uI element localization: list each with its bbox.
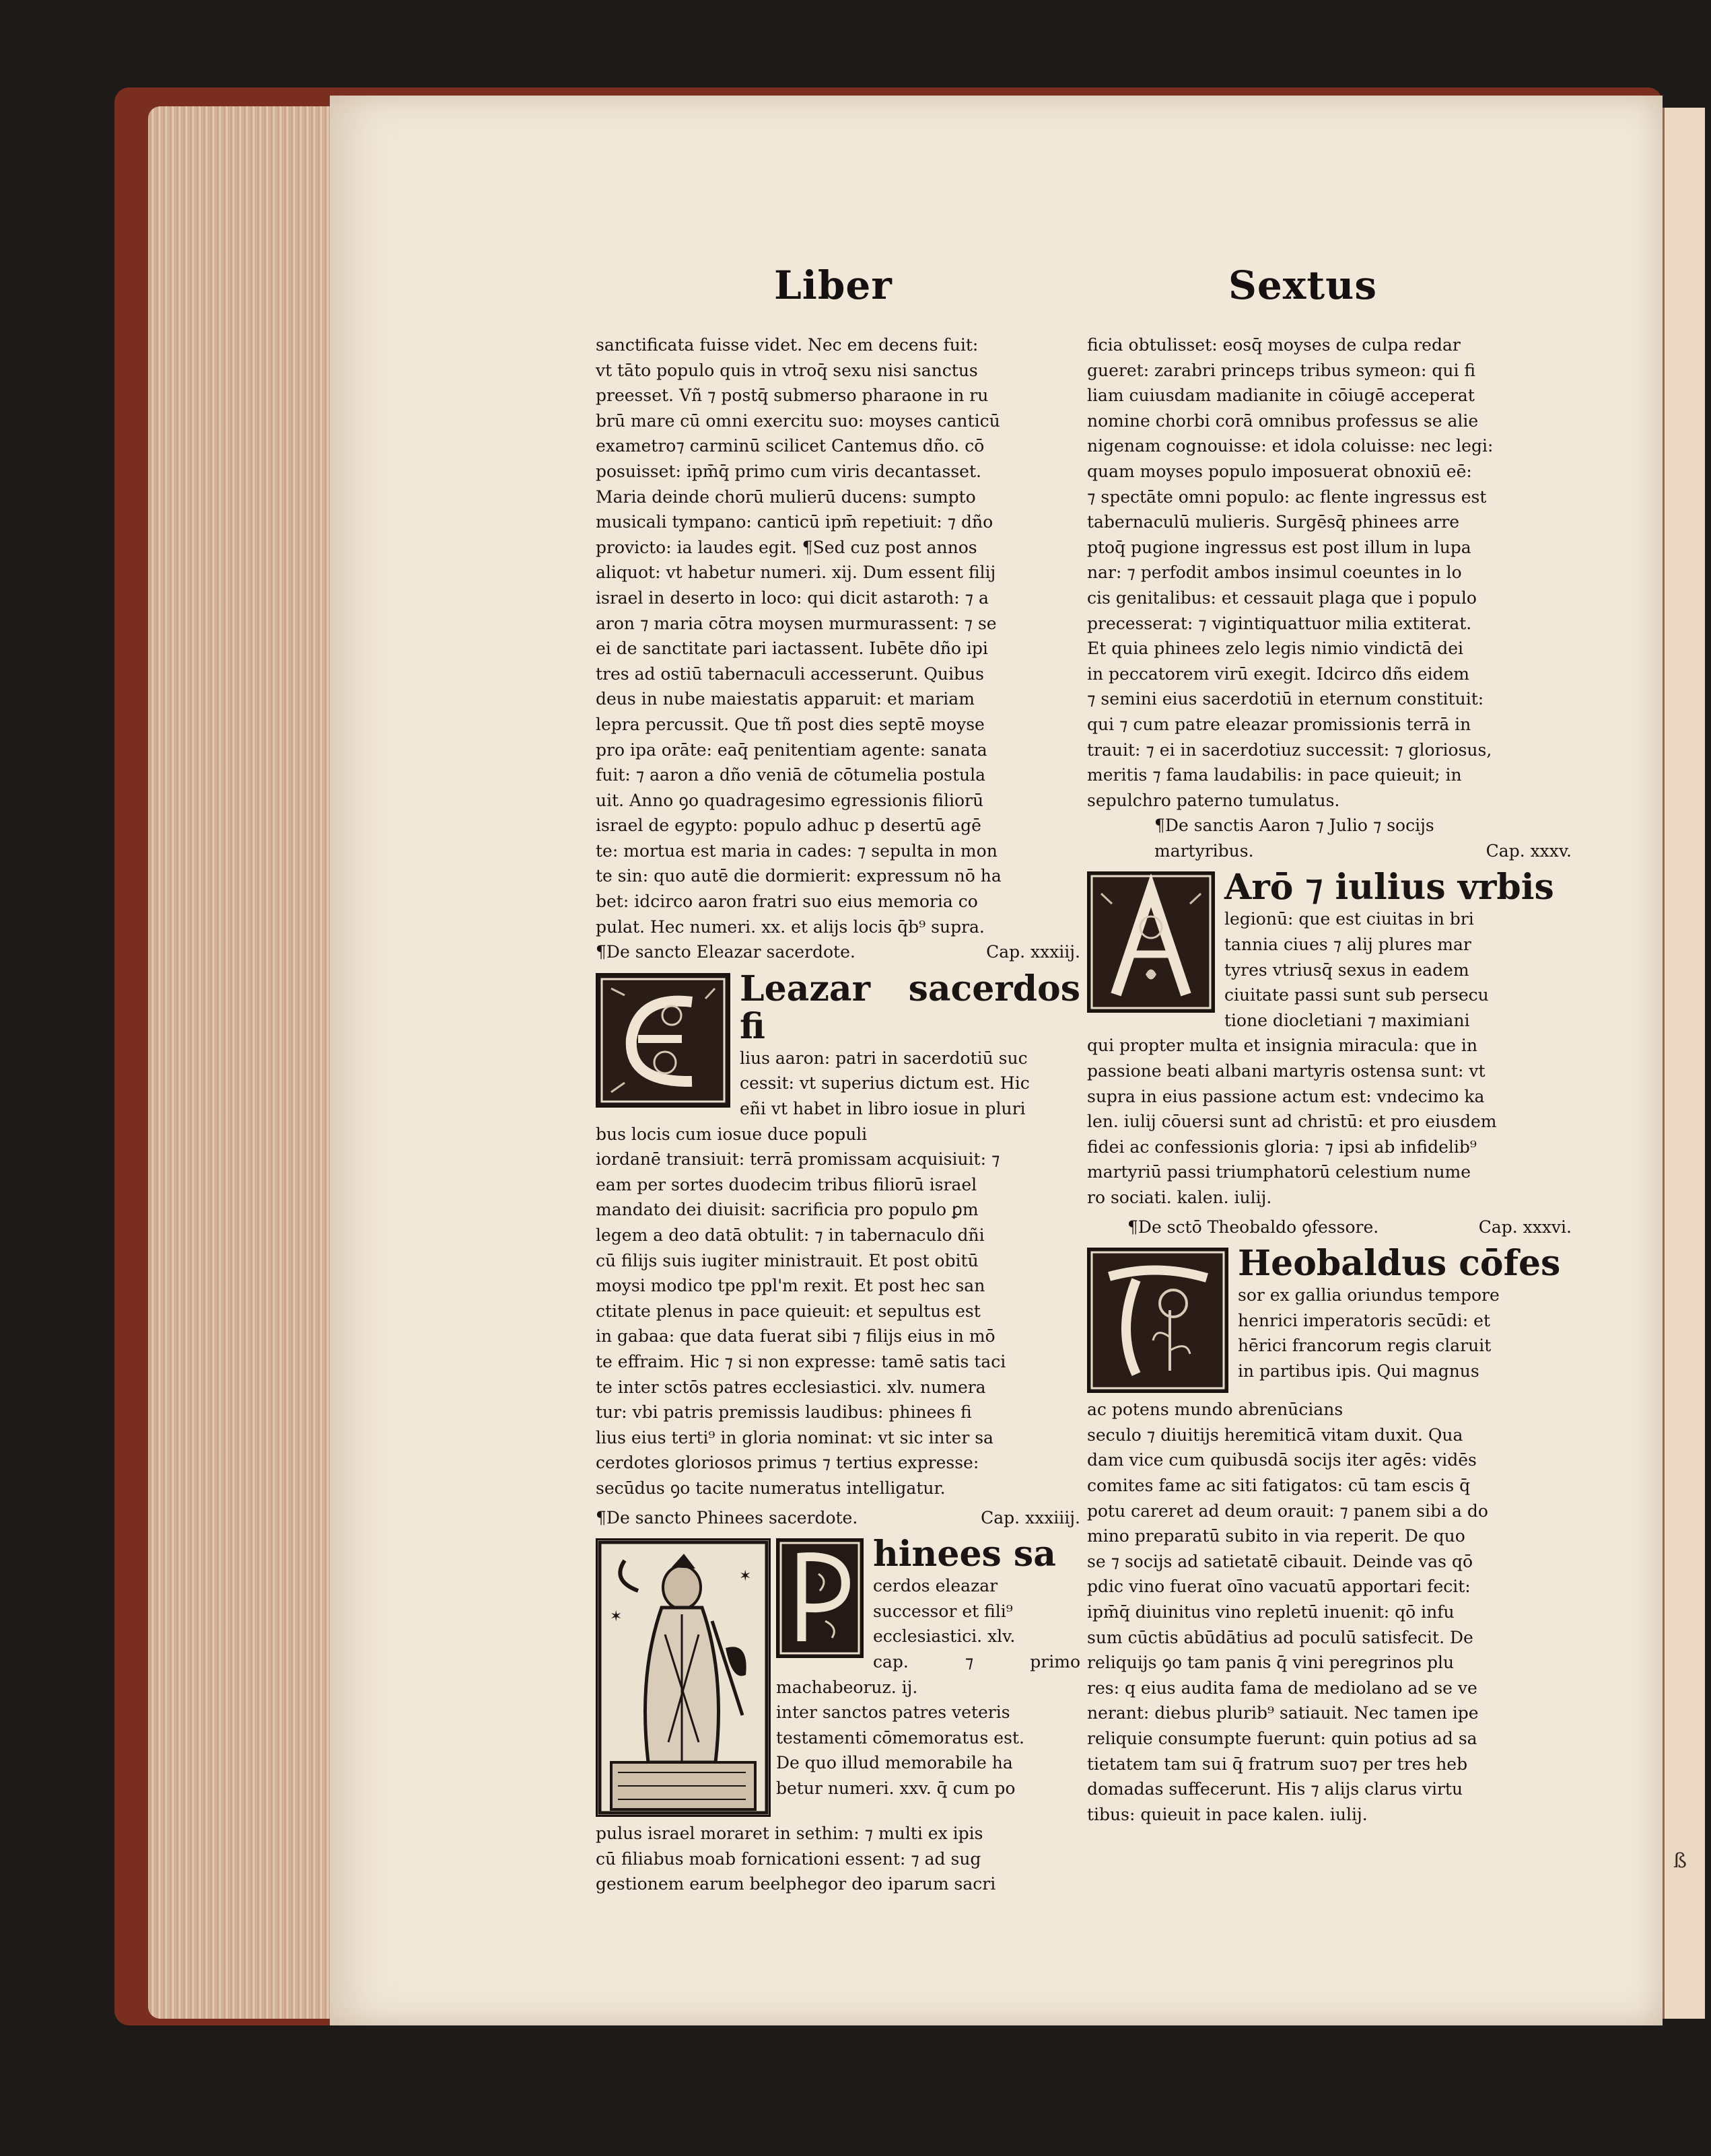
text-line: res: q eius audita fama de mediolano ad se ve [1087,1678,1477,1698]
text-line: sepulchro paterno tumulatus. [1087,790,1340,810]
text-line: aron ⁊ maria cōtra moysen murmurassent: ⁊ se [596,613,997,633]
text-line: aliquot: vt habetur numeri. xij. Dum essent filij [596,563,996,583]
text-line: ptoq̄ pugione ingressus est post illum in lupa [1087,537,1471,557]
woodcut-initial-a-icon [1087,871,1215,1013]
text-line: exametro⁊ carminū scilicet Cantemus dño. cō [596,436,985,456]
right-column [1087,332,1572,1831]
text-line: nar: ⁊ perfodit ambos insimul coeuntes in lo [1087,563,1462,583]
text-line: deus in nube maiestatis apparuit: et mariam [596,689,975,709]
text-line: moysi modico tpe ppl'm rexit. Et post hec san [596,1276,985,1296]
theobald-section [1087,1245,1572,1827]
text-line: eñi vt habet in libro iosue in pluri [740,1099,1026,1119]
text-line: reliquie consumpte fuerunt: quin potius ad sa [1087,1728,1477,1748]
text-line: lepra percussit. Que tñ post dies septē moyse [596,714,985,734]
text-line: sanctificata fuisse videt. Nec em decens fuit: [596,335,979,355]
text-line: nigenam cognouisse: et idola coluisse: nec legi: [1087,436,1494,456]
text-line: Maria deinde chorū mulierū ducens: sumpto [596,487,976,507]
text-line: musicali tympano: canticū ipm̄ repetiuit: ⁊ dño [596,512,993,532]
text-line: ro sociati. kalen. iulij. [1087,1188,1272,1207]
chapter-title: ¶De sctō Theobaldo ꝯfessore. [1127,1217,1379,1237]
text-line: cū filiabus moab fornicationi essent: ⁊ ad sug [596,1848,981,1869]
text-line: tione diocletiani ⁊ maximiani [1224,1010,1470,1030]
text-line: betur numeri. xxv. q̄ cum po [776,1778,1016,1798]
woodcut-initial-t-icon [1087,1248,1228,1393]
text-line: comites fame ac siti fatigatos: cū tam escis q̄ [1087,1475,1471,1495]
text-line: precesserat: ⁊ vigintiquattuor milia extiterat. [1087,613,1472,633]
chapter-title: ¶De sancto Eleazar sacerdote. [596,942,856,962]
chapter-heading-aaron-julius [1087,813,1572,863]
text-line: mino preparatū subito in via reperit. De quo [1087,1526,1465,1546]
text-line: pro ipa orāte: eaq̄ penitentiam agente: sanata [596,740,987,760]
text-line: pulat. Hec numeri. xx. et alijs locis q̄b⁹ supra. [596,917,985,937]
text-line: tyres vtriusq̄ sexus in eadem [1224,960,1469,980]
text-line: legionū: que est ciuitas in bri [1224,909,1474,929]
text-line: in gabaa: que data fuerat sibi ⁊ filijs eius in mō [596,1326,996,1346]
svg-text:✶: ✶ [739,1568,752,1585]
text-line: lius aaron: patri in sacerdotiū suc [740,1048,1028,1068]
text-line: israel de egypto: populo adhuc p desertū agē [596,816,981,836]
woodcut-initial-p-icon [776,1538,864,1658]
text-line: cessit: vt superius dictum est. Hic [740,1073,1030,1093]
book-page [330,96,1663,2025]
aaron-julius-section [1087,869,1572,1210]
text-line: gestionem earum beelphegor deo iparum sacri [596,1874,996,1894]
text-line: cap. ⁊ primo machabeoruz. ij. [776,1651,1080,1697]
text-line: cerdotes gloriosos primus ⁊ tertius expresse: [596,1453,979,1473]
text-line: qui propter multa et insignia miracula: que in [1087,1036,1478,1056]
left-opening-text [596,332,1080,939]
text-line: sor ex gallia oriundus tempore [1238,1285,1500,1305]
chapter-number: Cap. xxxv. [1486,840,1572,861]
text-line: ecclesiastici. xlv. [873,1626,1016,1647]
text-line: Et quia phinees zelo legis nimio vindictā dei [1087,639,1463,659]
text-line: fidei ac confessionis gloria: ⁊ ipsi ab infidelib⁹ [1087,1137,1477,1157]
text-line: te inter sctōs patres ecclesiastici. xlv. numera [596,1377,986,1397]
chapter-heading-eleazar [596,939,1080,965]
text-line: brū mare cū omni exercitu suo: moyses canticū [596,410,1000,431]
text-line: provicto: ia laudes egit. ¶Sed cuz post annos [596,537,977,557]
chapter-title: ¶De sanctis Aaron ⁊ Julio ⁊ socijs [1154,816,1434,836]
text-line: ctitate plenus in pace quieuit: et sepultus est [596,1301,981,1321]
text-line: meritis ⁊ fama laudabilis: in pace quieuit; in [1087,765,1462,785]
chapter-heading-theobald [1087,1215,1572,1240]
text-line: te effraim. Hic ⁊ si non expresse: tamē satis taci [596,1351,1006,1371]
text-line: tur: vbi patris premissis laudibus: phinees fi [596,1402,972,1423]
text-line: successor et fili⁹ [873,1601,1013,1621]
text-line: ciuitate passi sunt sub persecu [1224,985,1489,1005]
eleazar-first-line: Leazar sacerdos fi [740,970,1080,1047]
running-head-left: Liber [774,262,893,308]
text-line: martyriū passi triumphatorū celestium nume [1087,1162,1471,1182]
text-line: eam per sortes duodecim tribus filiorū israel [596,1174,977,1194]
text-line: trauit: ⁊ ei in sacerdotiuz successit: ⁊ gloriosus, [1087,740,1492,760]
text-line: pdic vino fuerat oīno vacuatū apportari fecit: [1087,1577,1471,1597]
text-line: nerant: diebus plurib⁹ satiauit. Nec tamen ipe [1087,1703,1479,1723]
text-line: tabernaculū mulieris. Surgēsq̄ phinees arre [1087,512,1460,532]
facing-page-mark: ß [1673,1849,1687,1873]
text-line: israel in deserto in loco: qui dicit astaroth: ⁊ a [596,587,989,608]
text-line: tietatem tam sui q̄ fratrum suo⁊ per tres heb [1087,1754,1468,1774]
right-opening-text [1087,332,1572,813]
text-line: ipm̄q̄ diuinitus vino repletū inuenit: qō infu [1087,1602,1455,1622]
woodcut-initial-e-icon [596,973,730,1108]
text-line: dam vice cum quibusdā socijs iter agēs: vidēs [1087,1450,1477,1470]
text-line: henrici imperatoris secūdi: et [1238,1310,1490,1330]
text-line: qui ⁊ cum patre eleazar promissionis terrā in [1087,714,1471,734]
text-line: inter sanctos patres veteris [776,1702,1010,1723]
text-line: passione beati albani martyris ostensa sunt: vt [1087,1061,1486,1081]
text-line: testamenti cōmemoratus est. [776,1727,1024,1748]
chapter-title-line2 [1154,838,1572,864]
text-line: mandato dei diuisit: sacrificia pro populo ꝑm [596,1200,979,1220]
text-line: hērici francorum regis claruit [1238,1336,1492,1356]
left-column [596,332,1080,1901]
text-line: len. iulij cōuersi sunt ad christū: et pro eiusdem [1087,1112,1497,1132]
page-edges [148,106,337,2019]
text-line: lius eius terti⁹ in gloria nominat: vt sic inter sa [596,1427,993,1447]
text-line: ficia obtulisset: eosq̄ moyses de culpa redar [1087,335,1461,355]
text-line: te: mortua est maria in cades: ⁊ sepulta in mon [596,840,998,861]
text-line: tannia ciues ⁊ alij plures mar [1224,935,1471,955]
text-line: te sin: quo autē die dormierit: expressum nō ha [596,866,1002,886]
text-line: De quo illud memorabile ha [776,1753,1013,1773]
text-line: reliquijs ꝯo tam panis q̄ vini peregrinos plu [1087,1653,1455,1673]
eleazar-section [596,970,1080,1501]
text-line: in peccatorem virū exegit. Idcirco dñs eidem [1087,663,1469,684]
text-line: bus locis cum iosue duce populi [596,1124,868,1144]
text-line: cū filijs suis iugiter ministrauit. Et post obitū [596,1250,979,1270]
text-line: cerdos eleazar [873,1576,998,1596]
text-line: ⁊ semini eius sacerdotiū in eternum constituit: [1087,689,1484,709]
text-line: seculo ⁊ diuitijs heremiticā vitam duxit. Qua [1087,1425,1463,1445]
text-line: potu careret ad deum orauit: ⁊ panem sibi a do [1087,1501,1488,1521]
text-line: vt tāto populo quis in vtroq̄ sexu nisi sanctus [596,360,978,380]
chapter-number: Cap. xxxiiij. [981,1507,1080,1528]
text-line: tres ad ostiū tabernaculi accesserunt. Quibus [596,663,984,684]
text-line: supra in eius passione actum est: vndecimo ka [1087,1086,1485,1106]
facing-page-edge [1663,108,1705,2019]
text-line: ⁊ spectāte omni populo: ac flente ingressus est [1087,487,1487,507]
text-line: liam cuiusdam madianite in cōiugē acceperat [1087,386,1475,406]
chapter-heading-phinees [596,1505,1080,1531]
text-line: ac potens mundo abrenūcians [1087,1400,1343,1420]
text-line: domadas suffecerunt. His ⁊ alijs clarus virtu [1087,1779,1463,1799]
phinees-section [596,1536,1080,1897]
phinees-first-line: hinees sa [873,1536,1056,1575]
text-line: preesset. Vñ ⁊ postq̄ submerso pharaone in ru [596,386,989,406]
woodcut-prophet-figure-icon [596,1538,771,1817]
text-line: sum cūctis abūdātius ad poculū satisfecit. De [1087,1627,1473,1647]
text-line: se ⁊ socijs ad satietatē cibauit. Deinde vas qō [1087,1551,1473,1571]
text-line: ei de sanctitate pari iactassent. Iubēte dño ipi [596,639,988,659]
text-line: uit. Anno ꝯo quadragesimo egressionis filiorū [596,790,984,810]
text-line: cis genitalibus: et cessauit plaga que i populo [1087,587,1477,608]
text-line: iordanē transiuit: terrā promissam acquisiuit: ⁊ [596,1149,1000,1170]
text-line: in partibus ipis. Qui magnus [1238,1361,1479,1381]
running-head-right: Sextus [1228,262,1377,308]
svg-text:✶: ✶ [610,1608,623,1626]
text-line: posuisset: ipm̄q̄ primo cum viris decantasset. [596,461,981,481]
text-line: fuit: ⁊ aaron a dño veniā de cōtumelia postula [596,765,986,785]
text-line: pulus israel moraret in sethim: ⁊ multi ex ipis [596,1824,983,1844]
text-line: bet: idcirco aaron fratri suo eius memoria co [596,892,978,912]
chapter-number: Cap. xxxiij. [986,942,1080,962]
text-line: tibus: quieuit in pace kalen. iulij. [1087,1804,1368,1824]
chapter-number: Cap. xxxvi. [1478,1217,1572,1237]
aaron-first-line: Arō ⁊ iulius vrbis [1224,869,1554,908]
chapter-title-cont: martyribus. [1154,840,1254,861]
theobald-first-line: Heobaldus cōfes [1238,1245,1561,1285]
text-line: legem a deo datā obtulit: ⁊ in tabernaculo dñi [596,1225,985,1245]
text-line: secūdus ꝯo tacite numeratus intelligatur. [596,1478,946,1498]
text-line: gueret: zarabri princeps tribus symeon: qui fi [1087,360,1476,380]
text-line: quam moyses populo imposuerat obnoxiū eē: [1087,461,1472,481]
text-line: nomine chorbi corā omnibus professus se alie [1087,410,1479,431]
chapter-title: ¶De sancto Phinees sacerdote. [596,1507,858,1528]
